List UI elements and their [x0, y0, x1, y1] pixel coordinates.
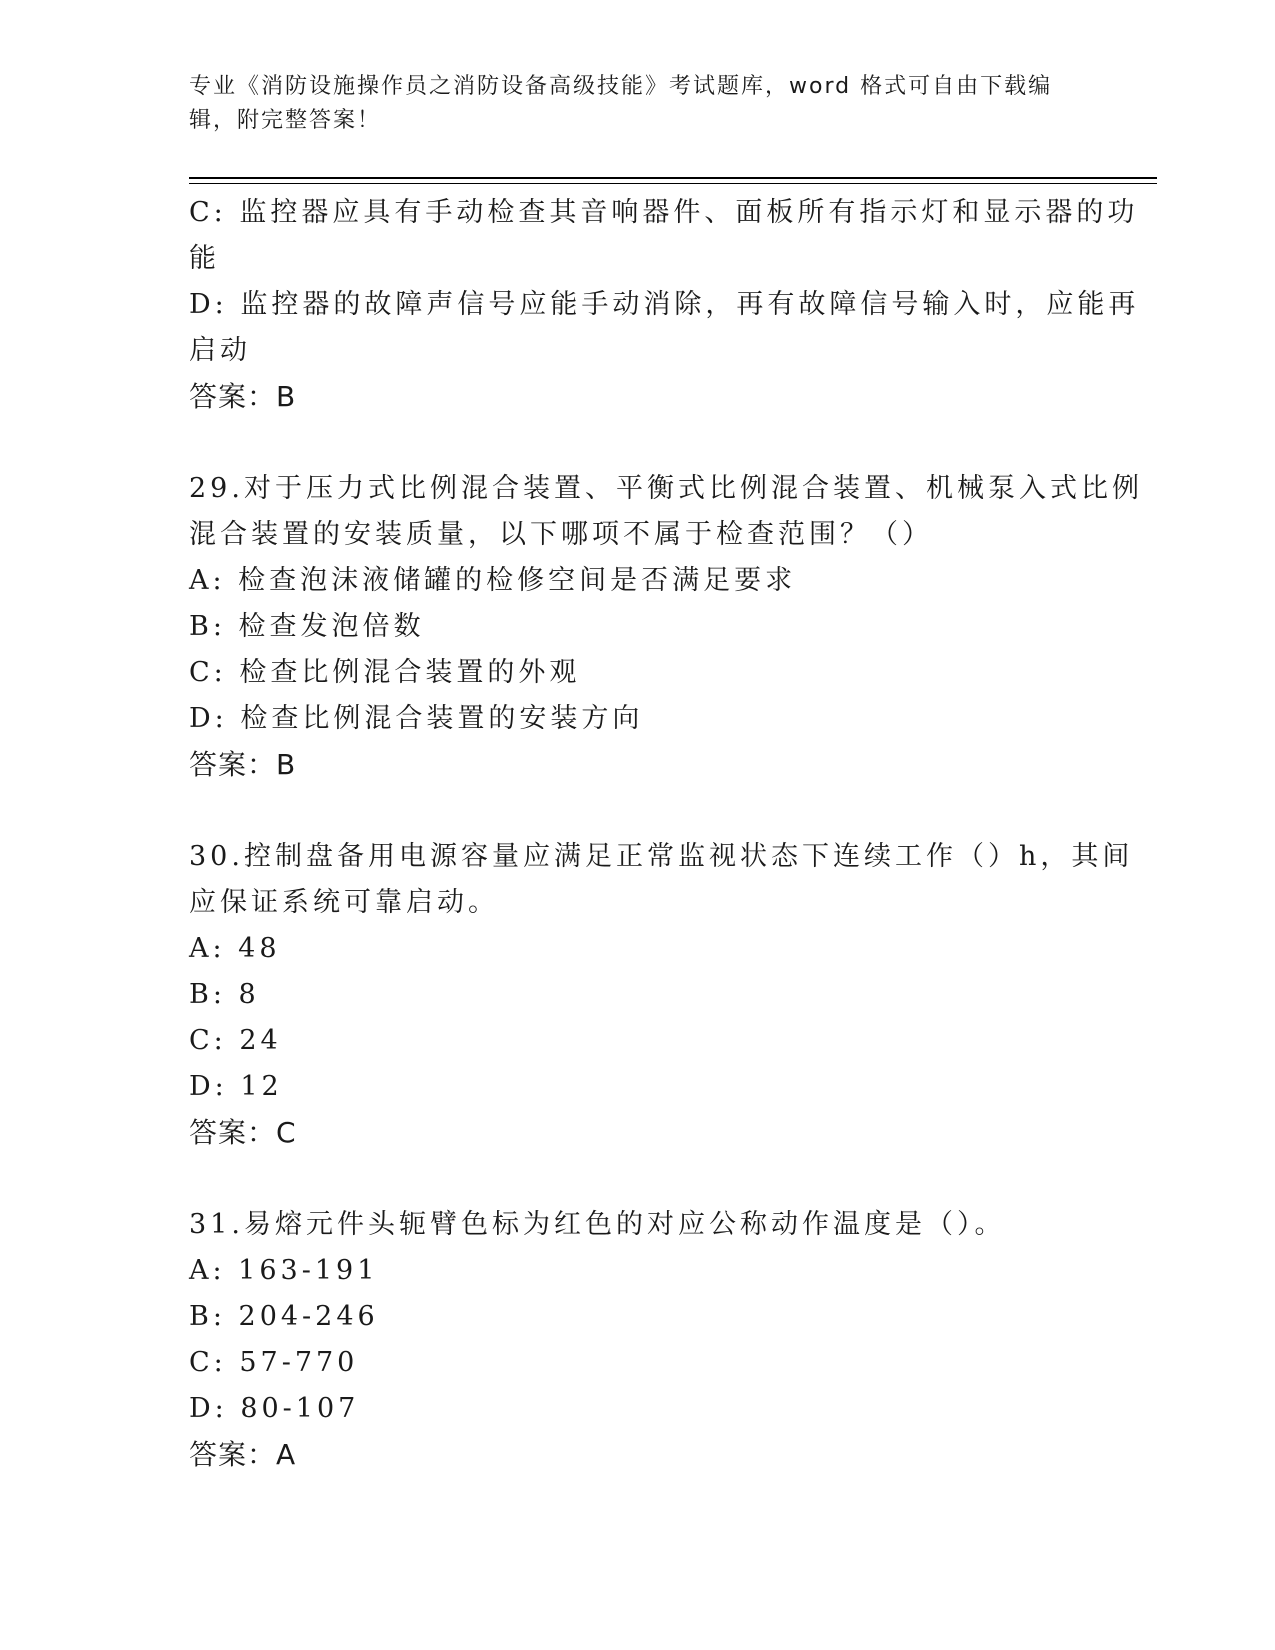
header-rule-thin	[189, 183, 1157, 184]
answer: 答案：B	[189, 380, 297, 413]
option-c-continued: 能	[189, 243, 220, 274]
option-b: B: 检查发泡倍数	[189, 611, 425, 642]
question-stem: 31.易熔元件头轭臂色标为红色的对应公称动作温度是（）。	[189, 1209, 1006, 1240]
spacer	[189, 1156, 1089, 1202]
document-header	[189, 70, 1079, 138]
option-c: C: 57-770	[189, 1347, 359, 1378]
spacer	[189, 420, 1089, 466]
header-rule-thick	[189, 177, 1157, 179]
header-line-2: 辑，附完整答案！	[189, 108, 382, 133]
question-list	[189, 190, 1143, 1478]
question-stem: 30.控制盘备用电源容量应满足正常监视状态下连续工作（）h，其间	[189, 841, 1134, 872]
option-a: A: 163-191	[189, 1255, 379, 1286]
question-stem-continued: 混合装置的安装质量，以下哪项不属于检查范围？（）	[189, 519, 933, 550]
answer: 答案：C	[189, 1116, 297, 1149]
option-a: A: 48	[189, 933, 281, 964]
question-stem: 29.对于压力式比例混合装置、平衡式比例混合装置、机械泵入式比例	[189, 473, 1143, 504]
option-b: B: 204-246	[189, 1301, 379, 1332]
option-b: B: 8	[189, 979, 260, 1010]
option-c: C: 24	[189, 1025, 282, 1056]
option-c: C: 监控器应具有手动检查其音响器件、面板所有指示灯和显示器的功	[189, 197, 1139, 228]
question-stem-continued: 应保证系统可靠启动。	[189, 887, 499, 918]
answer: 答案：B	[189, 748, 297, 781]
spacer	[189, 788, 1089, 834]
question-30	[189, 834, 1134, 1156]
option-d: D: 12	[189, 1071, 283, 1102]
option-d-continued: 启动	[189, 335, 251, 366]
option-a: A: 检查泡沫液储罐的检修空间是否满足要求	[189, 565, 797, 596]
option-d: D: 80-107	[189, 1393, 360, 1424]
question-29	[189, 466, 1143, 788]
question-28	[189, 190, 1140, 420]
question-31	[189, 1202, 1089, 1478]
header-line-1: 专业《消防设施操作员之消防设备高级技能》考试题库，word 格式可自由下载编	[189, 74, 1053, 99]
answer: 答案：A	[189, 1438, 297, 1471]
option-d: D: 检查比例混合装置的安装方向	[189, 703, 644, 734]
option-c: C: 检查比例混合装置的外观	[189, 657, 581, 688]
option-d: D: 监控器的故障声信号应能手动消除，再有故障信号输入时，应能再	[189, 289, 1140, 320]
